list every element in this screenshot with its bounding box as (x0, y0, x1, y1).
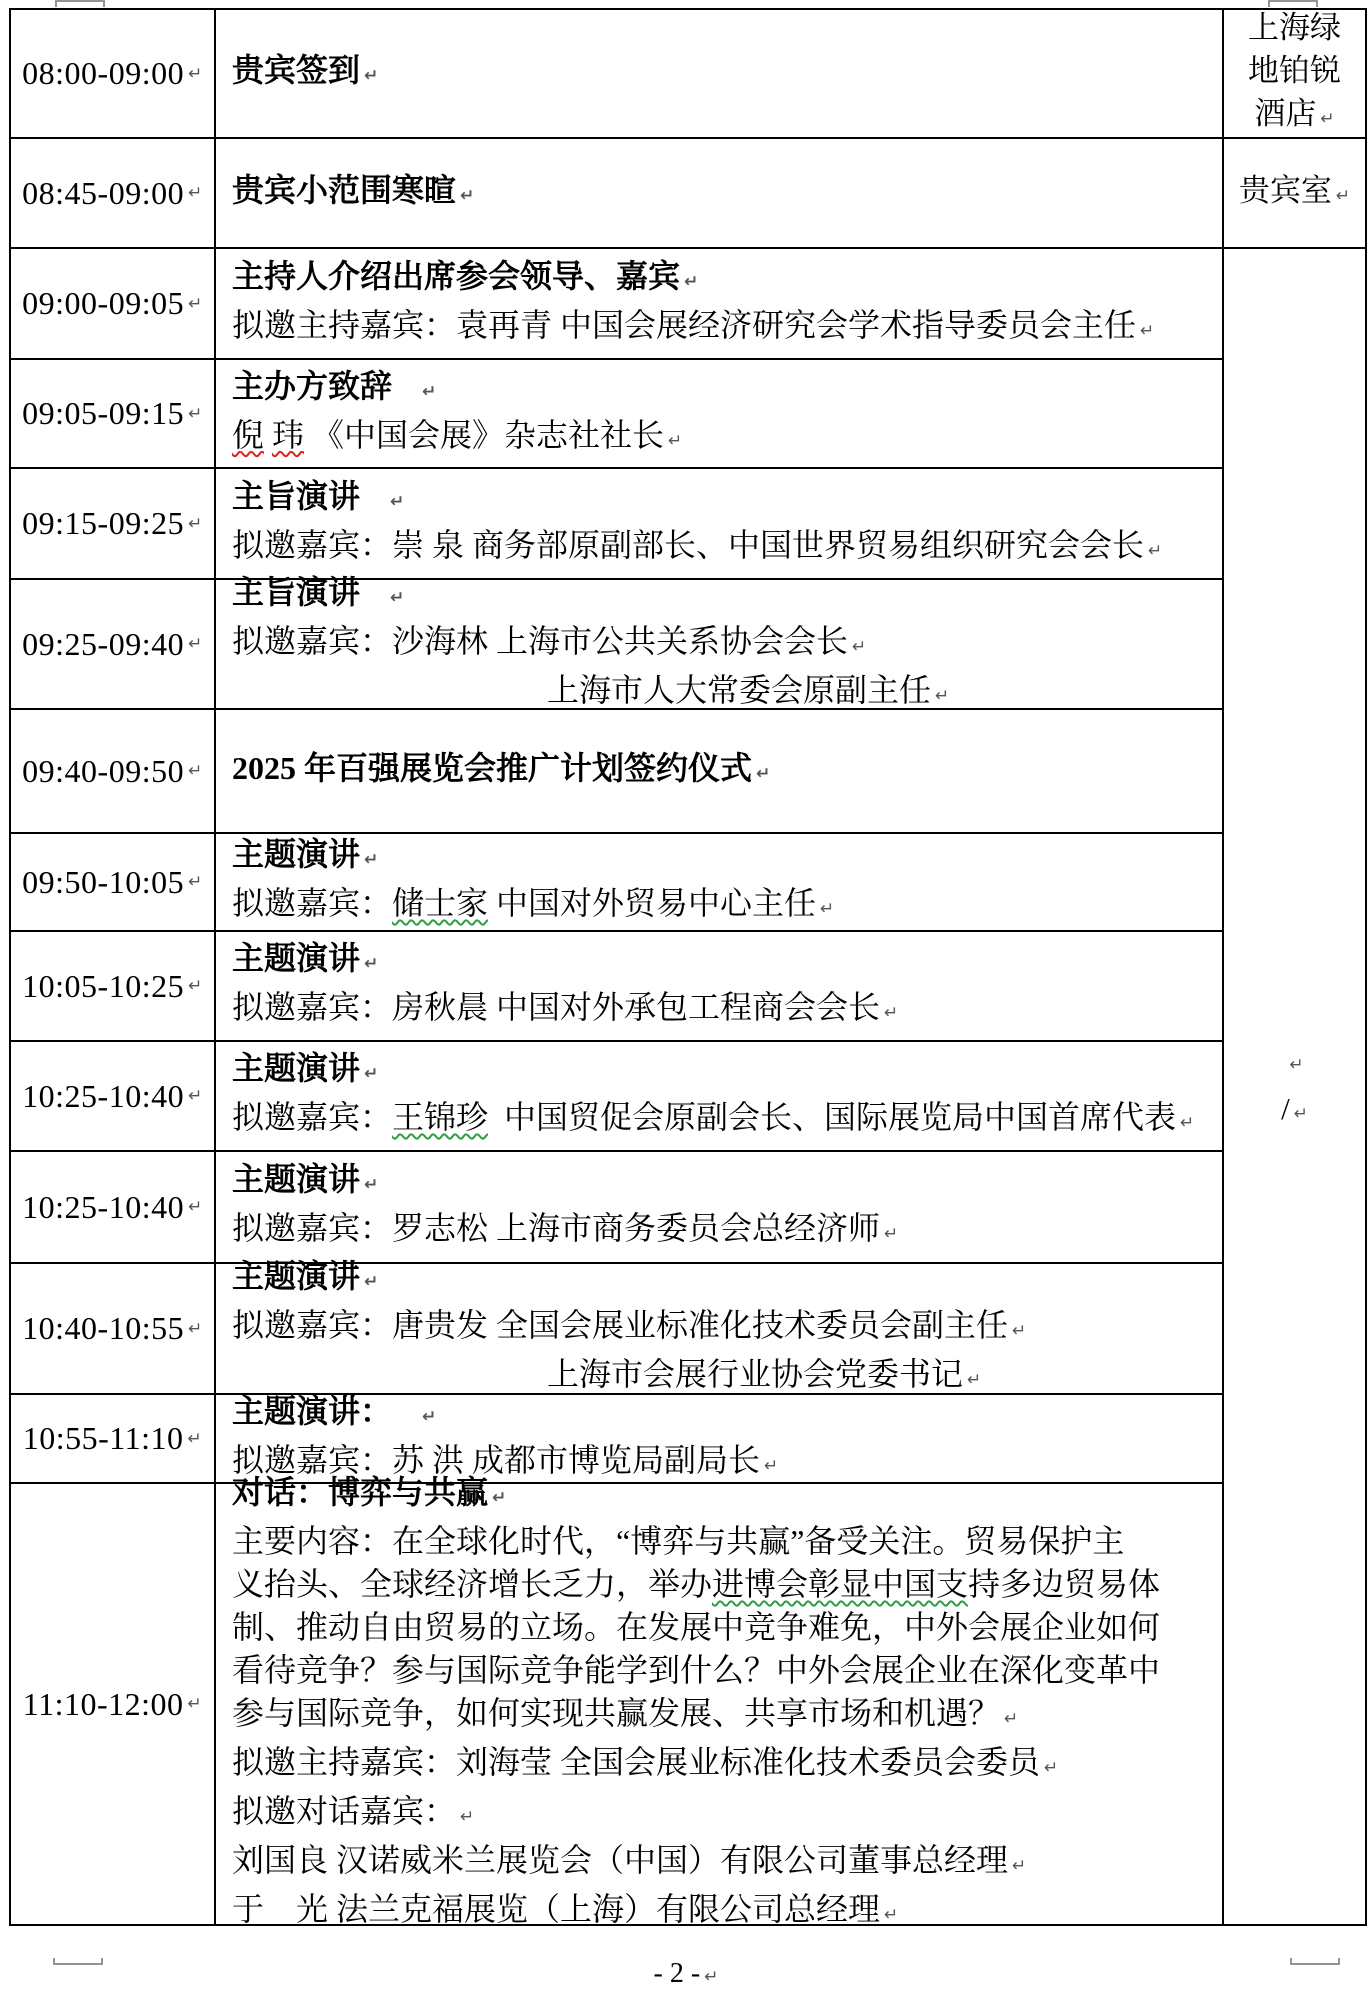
paragraph-mark: ↵ (1148, 540, 1163, 561)
time-range: 09:15-09:25 (22, 505, 185, 541)
paragraph-mark: ↵ (390, 491, 405, 512)
session-detail (232, 414, 1216, 463)
spellcheck-red-squiggle: 倪 (232, 416, 265, 453)
session-cell (216, 1152, 1224, 1264)
paragraph-mark: ↵ (967, 1370, 982, 1390)
location-name: 上海绿地铂锐酒店 (1248, 10, 1341, 131)
paragraph-mark: ↵ (188, 1086, 203, 1106)
paragraph-mark: ↵ (188, 634, 203, 654)
location-merged-cell (1224, 249, 1365, 1924)
text-segment: 拟邀嘉宾：罗志松 上海市商务委员会总经济师 (232, 1210, 881, 1246)
location-text (1236, 6, 1353, 141)
time-cell (11, 710, 216, 834)
session-cell (216, 710, 1224, 834)
session-title (232, 255, 1216, 304)
session-cell (216, 1042, 1224, 1152)
text-segment: 中国贸促会原副会长、国际展览局中国首席代表 (488, 1099, 1177, 1135)
paragraph-mark: ↵ (1140, 320, 1155, 341)
time-range: 08:00-09:00 (22, 55, 185, 91)
session-cell (216, 10, 1224, 139)
paragraph-mark: ↵ (1289, 1054, 1304, 1075)
paragraph-mark: ↵ (364, 850, 379, 870)
paragraph-mark: ↵ (460, 185, 475, 206)
paragraph-mark: ↵ (187, 1694, 203, 1714)
paragraph-mark: ↵ (852, 636, 867, 657)
session-title (232, 1255, 1216, 1304)
session-detail (232, 1888, 1216, 1937)
paragraph-mark: ↵ (460, 1807, 475, 1827)
text-segment: 拟邀主持嘉宾：刘海莹 全国会展业标准化技术委员会委员 (232, 1744, 1041, 1780)
text-segment (264, 417, 272, 453)
paragraph-mark: ↵ (1293, 1103, 1308, 1124)
text-segment: 拟邀嘉宾：崇 泉 商务部原副部长、中国世界贸易组织研究会会长 (232, 526, 1145, 563)
text-segment: 主旨演讲 (232, 573, 361, 610)
session-detail (232, 1096, 1216, 1145)
paragraph-mark: ↵ (188, 976, 203, 996)
session-title (232, 49, 1216, 98)
paragraph-mark: ↵ (668, 430, 683, 451)
session-title (232, 747, 1216, 796)
time-cell (11, 1395, 216, 1484)
time-cell (11, 1264, 216, 1395)
spellcheck-red-squiggle: 玮 (272, 416, 305, 453)
paragraph-mark: ↵ (364, 66, 379, 86)
time-range: 10:40-10:55 (22, 1310, 185, 1346)
text-segment: 于 光 法兰克福展览（上海）有限公司总经理 (232, 1891, 881, 1927)
paragraph-mark: ↵ (820, 899, 835, 919)
time-range: 09:25-09:40 (22, 625, 185, 662)
session-title (232, 1471, 1216, 1520)
text-segment: 拟邀嘉宾：唐贵发 全国会展业标准化技术委员会副主任 (232, 1307, 1009, 1343)
session-cell (216, 1474, 1224, 1927)
paragraph-mark: ↵ (188, 293, 203, 314)
session-detail (232, 1790, 1216, 1839)
paragraph-mark: ↵ (188, 1197, 203, 1217)
paragraph-mark: ↵ (1335, 185, 1351, 206)
time-cell (11, 580, 216, 710)
paragraph-mark: ↵ (756, 763, 771, 784)
session-detail (232, 1741, 1216, 1790)
session-cell (216, 469, 1224, 580)
session-title (232, 937, 1216, 986)
session-cell (216, 932, 1224, 1042)
text-segment: 主题演讲 (232, 836, 361, 872)
time-range: 10:05-10:25 (22, 967, 185, 1004)
paragraph-mark: ↵ (188, 403, 203, 424)
session-detail (232, 620, 1216, 669)
text-segment: 贵宾签到 (232, 52, 361, 88)
text-segment: 看待竞争？参与国际竞争能学到什么？中外会展企业在深化变革中 (232, 1652, 1161, 1688)
paragraph-mark: ↵ (188, 872, 203, 892)
session-title (232, 1047, 1216, 1096)
text-segment: 主题演讲 (232, 940, 361, 976)
text-segment: 主要内容：在全球化时代，“博弈与共赢”备受关注。贸易保护主 (232, 1523, 1125, 1559)
session-detail (232, 1692, 1216, 1741)
text-segment: 拟邀对话嘉宾： (232, 1793, 457, 1829)
time-range: 10:55-11:10 (22, 1420, 184, 1456)
session-cell (216, 834, 1224, 932)
session-detail (232, 1520, 1216, 1563)
session-title (232, 833, 1216, 882)
text-segment: 主题演讲 (232, 1050, 361, 1086)
location-cell (1224, 139, 1365, 249)
time-range: 10:25-10:40 (22, 1077, 185, 1114)
session-detail (232, 1606, 1216, 1649)
text-segment: 中国对外贸易中心主任 (488, 885, 817, 921)
session-detail (232, 524, 1216, 573)
session-cell (216, 139, 1224, 249)
session-detail (232, 882, 1216, 931)
paragraph-mark: ↵ (390, 587, 405, 608)
time-cell (11, 932, 216, 1042)
session-title (232, 169, 1216, 218)
time-range: 09:40-09:50 (22, 752, 185, 789)
paragraph-mark: ↵ (684, 271, 699, 292)
text-segment: 主旨演讲 (232, 477, 361, 514)
time-cell (11, 10, 216, 139)
slash-mark: / (1281, 1090, 1290, 1126)
paragraph-mark: ↵ (884, 1224, 899, 1244)
spellcheck-green-squiggle: 进博会彰显中国支 (712, 1566, 969, 1602)
text-segment: 刘国良 汉诺威米兰展览会（中国）有限公司董事总经理 (232, 1842, 1009, 1878)
paragraph-mark: ↵ (188, 1318, 203, 1339)
text-segment: 参与国际竞争，如何实现共赢发展、共享市场和机遇？ (232, 1695, 1001, 1731)
session-detail (232, 1649, 1216, 1692)
session-detail (232, 1563, 1216, 1606)
session-detail (232, 1304, 1216, 1353)
text-segment: 《中国会展》杂志社社长 (304, 416, 665, 453)
session-title (232, 571, 1216, 620)
empty-paragraph (1236, 1038, 1353, 1087)
time-range: 10:25-10:40 (22, 1188, 185, 1225)
schedule-table (9, 8, 1367, 1926)
time-cell (11, 1152, 216, 1264)
text-segment: 拟邀嘉宾：房秋晨 中国对外承包工程商会会长 (232, 989, 881, 1025)
time-cell (11, 834, 216, 932)
time-range: 08:45-09:00 (22, 174, 185, 211)
location-name: 贵宾室 (1238, 172, 1332, 208)
paragraph-mark: ↵ (764, 1455, 779, 1476)
paragraph-mark: ↵ (364, 1064, 379, 1084)
paragraph-mark: ↵ (1012, 1856, 1027, 1876)
time-range: 09:00-09:05 (22, 285, 185, 321)
time-cell (11, 249, 216, 360)
page-number: - 2 - (653, 1958, 701, 1989)
paragraph-mark: ↵ (935, 685, 950, 706)
paragraph-mark: ↵ (188, 513, 203, 534)
session-detail (232, 1207, 1216, 1256)
paragraph-mark: ↵ (1004, 1709, 1019, 1729)
paragraph-mark: ↵ (1180, 1113, 1195, 1133)
text-segment: 拟邀嘉宾：沙海林 上海市公共关系协会会长 (232, 622, 849, 659)
time-cell (11, 360, 216, 469)
paragraph-mark: ↵ (422, 381, 437, 402)
text-segment: 拟邀嘉宾： (232, 1099, 393, 1135)
spellcheck-green-squiggle: 王锦珍 (392, 1099, 489, 1135)
page-footer (0, 1958, 1372, 1990)
time-cell (11, 139, 216, 249)
text-segment: 拟邀嘉宾：苏 洪 成都市博览局副局长 (232, 1441, 761, 1478)
text-segment: 主题演讲 (232, 1161, 361, 1197)
paragraph-mark: ↵ (1320, 109, 1335, 129)
time-cell (11, 469, 216, 580)
location-text (1236, 169, 1353, 218)
time-cell (11, 1042, 216, 1152)
text-segment: 义抬头、全球经济增长乏力，举办 (232, 1566, 713, 1602)
session-detail (232, 986, 1216, 1035)
session-title (232, 1158, 1216, 1207)
paragraph-mark: ↵ (1012, 1321, 1027, 1341)
paragraph-mark: ↵ (364, 1272, 379, 1292)
time-range: 09:50-10:05 (22, 863, 185, 900)
session-cell (216, 573, 1224, 710)
text-segment: 拟邀主持嘉宾：袁再青 中国会展经济研究会学术指导委员会主任 (232, 306, 1137, 343)
slash-paragraph (1236, 1087, 1353, 1136)
session-detail (232, 1839, 1216, 1888)
paragraph-mark: ↵ (492, 1488, 507, 1508)
text-segment: 对话：博弈与共赢 (232, 1474, 489, 1510)
session-cell (216, 360, 1224, 469)
paragraph-mark: ↵ (1044, 1758, 1059, 1778)
paragraph-mark: ↵ (188, 63, 203, 84)
paragraph-mark: ↵ (884, 1905, 899, 1925)
text-segment: 主题演讲 (232, 1258, 361, 1294)
text-segment: 持多边贸易体 (968, 1566, 1161, 1602)
paragraph-mark: ↵ (884, 1003, 899, 1023)
paragraph-mark: ↵ (188, 183, 203, 203)
time-cell (11, 1484, 216, 1924)
paragraph-mark: ↵ (704, 1967, 719, 1987)
text-segment: 贵宾小范围寒暄 (232, 171, 457, 208)
text-segment: 主题演讲： (232, 1392, 393, 1429)
session-title (232, 365, 1216, 414)
crop-mark-top-left (55, 0, 105, 7)
session-title (232, 1390, 1216, 1439)
paragraph-mark: ↵ (422, 1406, 437, 1427)
text-segment: 主持人介绍出席参会领导、嘉宾 (232, 257, 681, 294)
spellcheck-green-squiggle: 储士家 (392, 885, 489, 921)
time-range: 09:05-09:15 (22, 395, 185, 431)
paragraph-mark: ↵ (188, 761, 203, 781)
text-segment: 制、推动自由贸易的立场。在发展中竞争难免，中外会展企业如何 (232, 1609, 1161, 1645)
text-segment: 上海市会展行业协会党委书记 (547, 1356, 964, 1392)
text-segment: 拟邀嘉宾： (232, 885, 393, 921)
session-title (232, 475, 1216, 524)
paragraph-mark: ↵ (364, 1175, 379, 1195)
text-segment: 2025 年百强展览会推广计划签约仪式 (232, 749, 753, 786)
session-detail (232, 304, 1216, 353)
session-cell (216, 1258, 1224, 1395)
text-segment: 上海市人大常委会原副主任 (547, 671, 932, 708)
session-cell (216, 249, 1224, 360)
text-segment: 主办方致辞 (232, 367, 393, 404)
location-cell (1224, 10, 1365, 139)
paragraph-mark: ↵ (364, 954, 379, 974)
paragraph-mark: ↵ (187, 1428, 203, 1449)
time-range: 11:10-12:00 (22, 1685, 184, 1722)
